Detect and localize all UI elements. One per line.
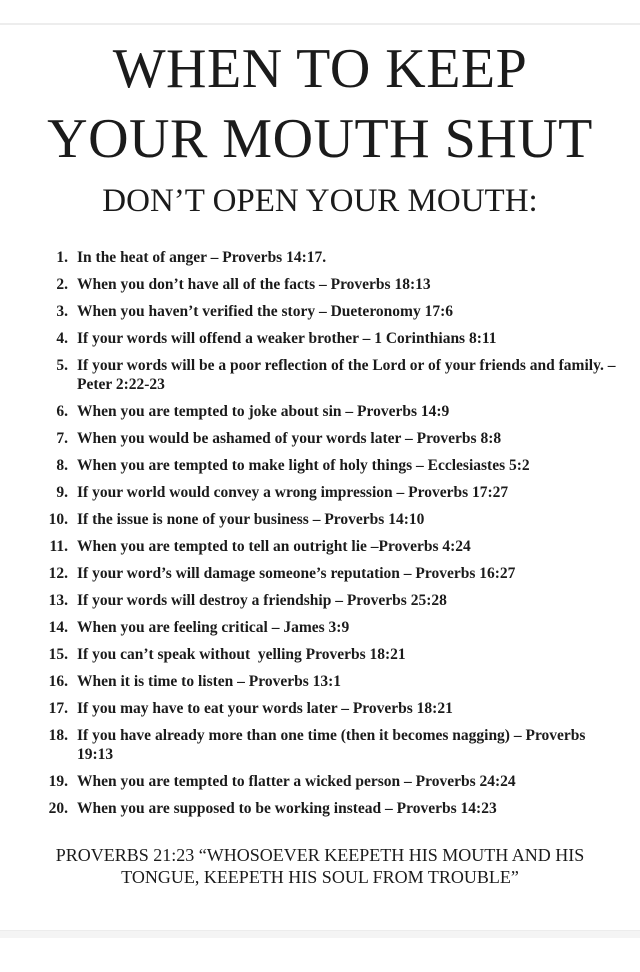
- item-number: 8.: [56, 457, 68, 474]
- item-number: 14.: [48, 619, 68, 636]
- item-number: 6.: [56, 403, 68, 420]
- list-item: [24, 699, 624, 718]
- reasons-list: [0, 248, 640, 818]
- footer-quote-line-2: TONGUE, KEEPETH HIS SOUL FROM TROUBLE”: [121, 867, 519, 887]
- item-text: If your words will offend a weaker brother – 1 Corinthians 8:11: [77, 330, 497, 347]
- list-item: [24, 537, 624, 556]
- item-number: 4.: [56, 330, 68, 347]
- list-item: [24, 645, 624, 664]
- item-number: 12.: [48, 565, 68, 582]
- footer-quote-line-1: PROVERBS 21:23 “WHOSOEVER KEEPETH HIS MOUTH AND HIS: [55, 845, 585, 865]
- item-number: 10.: [48, 511, 68, 528]
- item-number: 18.: [48, 727, 68, 744]
- item-text: In the heat of anger – Proverbs 14:17.: [77, 249, 327, 266]
- list-item: [24, 772, 624, 791]
- footer-quote: [20, 844, 620, 888]
- list-item: [24, 483, 624, 502]
- item-number: 5.: [56, 357, 68, 374]
- item-text: When it is time to listen – Proverbs 13:1: [77, 673, 342, 690]
- item-text: When you are tempted to flatter a wicked person – Proverbs 24:24: [77, 773, 516, 790]
- item-text: When you would be ashamed of your words later – Proverbs 8:8: [77, 430, 502, 447]
- item-number: 3.: [56, 303, 68, 320]
- item-text: When you are tempted to joke about sin – Proverbs 14:9: [77, 403, 450, 420]
- item-text: If your words will be a poor reflection of the Lord or of your friends and family. – Peter 2:22-23: [77, 357, 620, 393]
- item-text: When you are tempted to make light of holy things – Ecclesiastes 5:2: [77, 457, 530, 474]
- list-item: [24, 356, 624, 394]
- item-text: When you don’t have all of the facts – Proverbs 18:13: [77, 276, 431, 293]
- subtitle: DON’T OPEN YOUR MOUTH:: [102, 183, 538, 219]
- list-item: [24, 275, 624, 294]
- item-text: If you can’t speak without yelling Proverbs 18:21: [77, 646, 406, 663]
- item-text: If your word’s will damage someone’s reputation – Proverbs 16:27: [77, 565, 516, 582]
- item-number: 17.: [48, 700, 68, 717]
- list-item: [24, 618, 624, 637]
- item-number: 9.: [56, 484, 68, 501]
- list-item: [24, 456, 624, 475]
- list-item: [24, 510, 624, 529]
- item-text: When you are tempted to tell an outright lie –Proverbs 4:24: [77, 538, 471, 555]
- item-text: If the issue is none of your business – Proverbs 14:10: [77, 511, 425, 528]
- list-item: [24, 726, 624, 764]
- item-number: 1.: [56, 249, 68, 266]
- bottom-divider: [0, 930, 640, 938]
- item-number: 16.: [48, 673, 68, 690]
- item-text: When you haven’t verified the story – Dueteronomy 17:6: [77, 303, 453, 320]
- page-title: [0, 34, 640, 174]
- item-text: When you are feeling critical – James 3:9: [77, 619, 350, 636]
- list-item: [24, 302, 624, 321]
- item-number: 7.: [56, 430, 68, 447]
- item-text: If you have already more than one time (then it becomes nagging) – Proverbs 19:13: [77, 727, 590, 763]
- item-number: 13.: [48, 592, 68, 609]
- item-number: 11.: [49, 538, 68, 555]
- list-item: [24, 591, 624, 610]
- list-item: [24, 564, 624, 583]
- item-text: If your world would convey a wrong impression – Proverbs 17:27: [77, 484, 509, 501]
- item-text: If your words will destroy a friendship – Proverbs 25:28: [77, 592, 447, 609]
- item-text: If you may have to eat your words later – Proverbs 18:21: [77, 700, 453, 717]
- item-number: 19.: [48, 773, 68, 790]
- title-line-2: YOUR MOUTH SHUT: [47, 108, 593, 170]
- list-item: [24, 799, 624, 818]
- list-item: [24, 329, 624, 348]
- title-line-1: WHEN TO KEEP: [112, 38, 528, 100]
- top-divider: [0, 23, 640, 25]
- list-item: [24, 402, 624, 421]
- item-number: 20.: [48, 800, 68, 817]
- list-item: [24, 672, 624, 691]
- item-text: When you are supposed to be working instead – Proverbs 14:23: [77, 800, 497, 817]
- item-number: 2.: [56, 276, 68, 293]
- list-item: [24, 429, 624, 448]
- item-number: 15.: [48, 646, 68, 663]
- list-item: [24, 248, 624, 267]
